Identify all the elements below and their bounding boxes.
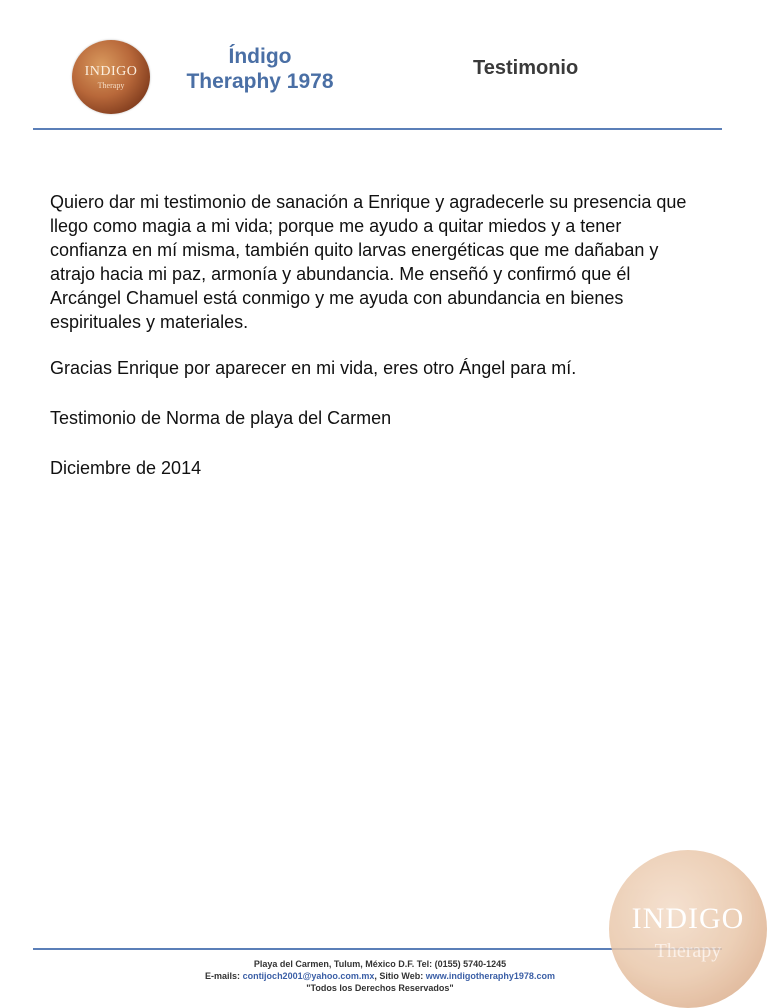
website-label: , Sitio Web: — [374, 971, 424, 981]
emails-label: E-mails: — [205, 971, 241, 981]
logo-text: INDIGO — [84, 64, 138, 79]
watermark-text: INDIGO — [631, 902, 745, 935]
thanks-line: Gracias Enrique por aparecer en mi vida, eres otro Ángel para mí. — [50, 358, 577, 378]
brand-name — [170, 44, 350, 94]
email-link[interactable]: contijoch2001@yahoo.com.mx — [242, 971, 375, 981]
footer-rights: "Todos los Derechos Reservados" — [306, 983, 454, 993]
website-link[interactable]: www.indigotheraphy1978.com — [425, 971, 555, 981]
footer — [110, 958, 650, 994]
logo — [72, 40, 150, 114]
logo-subtext: Therapy — [97, 81, 125, 90]
document-title: Testimonio — [473, 57, 579, 79]
document-body — [50, 190, 690, 504]
brand-line-1: Índigo — [228, 45, 292, 68]
watermark-logo — [609, 850, 767, 1008]
header-divider — [33, 128, 722, 130]
date-line: Diciembre de 2014 — [50, 458, 202, 478]
watermark-subtext: Therapy — [654, 940, 722, 962]
footer-contact — [110, 970, 650, 982]
author-line: Testimonio de Norma de playa del Carmen — [50, 408, 392, 428]
footer-address: Playa del Carmen, Tulum, México D.F. Tel: (0155) 5740-1245 — [253, 959, 507, 969]
brand-line-2: Theraphy 1978 — [186, 70, 334, 93]
testimonial-paragraph: Quiero dar mi testimonio de sanación a Enrique y agradecerle su presencia que llego como magia a mi vida; porque me ayudo a quitar miedos y a tener confianza en mí misma, también quito larvas energéticas que me dañaban y atrajo hacia mi paz, armonía y abundancia. Me enseñó y confirmó que él Arcángel Chamuel está conmigo y me ayuda con abundancia en bienes espirituales y materiales. — [50, 192, 687, 332]
